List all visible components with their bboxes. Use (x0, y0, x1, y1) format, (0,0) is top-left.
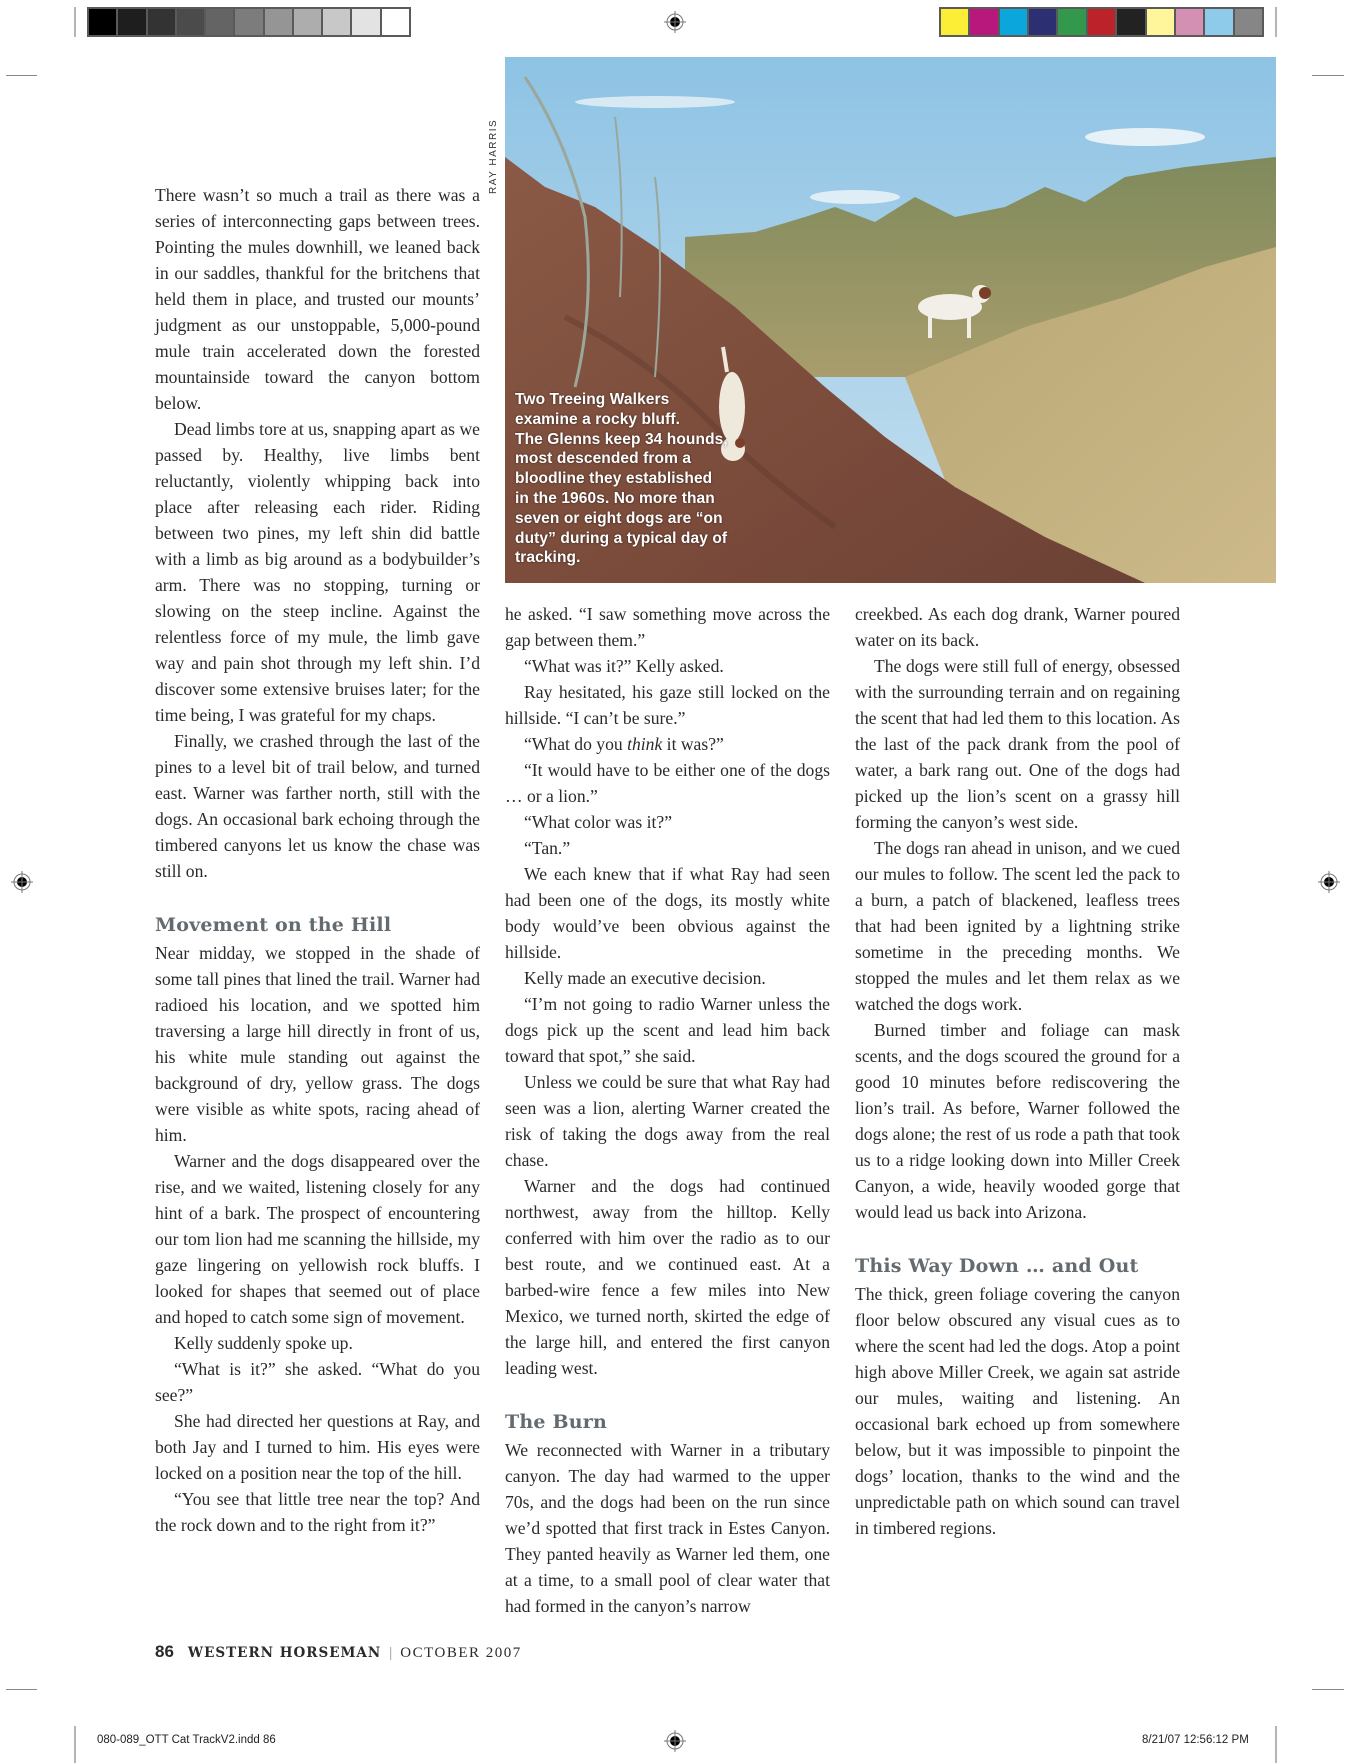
crop-tick (74, 1726, 76, 1763)
paragraph: “What was it?” Kelly asked. (524, 656, 724, 676)
gray-swatch (265, 9, 292, 35)
color-swatch (1029, 9, 1056, 35)
registration-mark-icon (664, 11, 686, 33)
crop-tick (1275, 7, 1277, 37)
article-photo (505, 57, 1276, 583)
paragraph: “What color was it?” (524, 812, 673, 832)
color-swatch (1117, 9, 1144, 35)
photo-credit (488, 98, 502, 198)
spacer (155, 884, 480, 910)
crop-tick (74, 7, 76, 37)
paragraph: The dogs ran ahead in unison, and we cued our mules to follow. The scent led the pack to a burn, a patch of blackened, leafless trees that had been ignited by a lightning strike sometime in the preceding months. We stopped the mules and let them relax as we watched the dogs work. (855, 838, 1180, 1014)
caption-line: The Glenns keep 34 hounds, (515, 430, 728, 448)
color-swatch (970, 9, 997, 35)
paragraph: Warner and the dogs had continued northwest, away from the hilltop. Kelly conferred with him over the radio as to our best route, and we continued east. At a barbed-wire fence a few miles into New Mexico, we turned north, skirted the edge of the large hill, and entered the first canyon leading west. (505, 1176, 830, 1378)
article-column-right (855, 601, 1180, 1541)
crop-mark (1312, 75, 1344, 76)
caption-line: Two Treeing Walkers (515, 391, 670, 408)
process-color-bar (939, 7, 1264, 37)
gray-swatch (206, 9, 233, 35)
spacer (855, 1225, 1180, 1251)
paragraph: There wasn’t so much a trail as there was a series of interconnecting gaps between trees. Pointing the mules downhill, we leaned back in our saddles, thankful for the britchens that held them in place, and trusted our mounts’ judgment as our unstoppable, 5,000-pound mule train accelerated down the forested mountainside toward the canyon bottom below. (155, 185, 480, 413)
paragraph: Near midday, we stopped in the shade of some tall pines that lined the trail. Warner had radioed his location, and we spotted him traversing a large hill directly in front of us, his white mule standing out against the background of dry, yellow grass. The dogs were visible as white spots, racing ahead of him. (155, 943, 480, 1145)
color-swatch (1176, 9, 1203, 35)
color-swatch (1000, 9, 1027, 35)
color-swatch (1088, 9, 1115, 35)
gray-swatch (294, 9, 321, 35)
paragraph: he asked. “I saw something move across the gap between them.” (505, 604, 830, 650)
gray-swatch (382, 9, 409, 35)
magazine-name: WESTERN HORSEMAN (187, 1645, 382, 1661)
paragraph: Burned timber and foliage can mask scents, and the dogs scoured the ground for a good 10 minutes before rediscovering the lion’s trail. As before, Warner followed the dogs alone; the rest of us rode a path that took us to a ridge looking down into Miller Creek Canyon, a wide, heavily wooded gorge that would lead us back into Arizona. (855, 1020, 1180, 1222)
article-column-middle (505, 601, 830, 1619)
caption-line: seven or eight dogs are “on (515, 509, 723, 527)
paragraph: “You see that little tree near the top? And the rock down and to the right from it?” (155, 1489, 480, 1535)
paragraph: Kelly suddenly spoke up. (174, 1333, 353, 1353)
paragraph: We reconnected with Warner in a tributary canyon. The day had warmed to the upper 70s, and the dogs had been on the run since we’d spotted that first track in Estes Canyon. They panted heavily as Warner led them, one at a time, to a small pool of clear water that had formed in the canyon’s narrow (505, 1440, 830, 1616)
slug-timestamp: 8/21/07 12:56:12 PM (1142, 1734, 1249, 1746)
text-run: “What do you (524, 734, 628, 754)
crop-mark (6, 1689, 37, 1690)
photo-caption (515, 390, 755, 568)
paragraph: “I’m not going to radio Warner unless the dogs pick up the scent and lead him back toward that spot,” she said. (505, 994, 830, 1066)
paragraph: Ray hesitated, his gaze still locked on the hillside. “I can’t be sure.” (505, 682, 830, 728)
section-heading: The Burn (505, 1411, 607, 1433)
text-run: it was?” (662, 734, 724, 754)
spacer (505, 1381, 830, 1407)
caption-line: most descended from a (515, 450, 692, 468)
gray-swatch (89, 9, 116, 35)
issue-date: OCTOBER 2007 (400, 1645, 522, 1661)
color-swatch (1147, 9, 1174, 35)
crop-mark (6, 75, 37, 76)
paragraph: creekbed. As each dog drank, Warner poured water on its back. (855, 604, 1180, 650)
color-swatch (1235, 9, 1262, 35)
paragraph: The thick, green foliage covering the canyon floor below obscured any visual cues as to where the scent had led the dogs. Atop a point high above Miller Creek, we again sat astride our mules, waiting and listening. An occasional bark echoed up from somewhere below, but it was impossible to pinpoint the dogs’ location, thanks to the wind and the unpredictable path on which sound can travel in timbered regions. (855, 1284, 1180, 1538)
article-column-left (155, 182, 480, 1538)
paragraph: Kelly made an executive decision. (524, 968, 766, 988)
paragraph: “What is it?” she asked. “What do you see?” (155, 1359, 480, 1405)
caption-line: in the 1960s. No more than (515, 489, 715, 507)
gray-swatch (148, 9, 175, 35)
caption-line: tracking. (515, 549, 581, 567)
gray-swatch (323, 9, 350, 35)
caption-line: duty” during a typical day of (515, 529, 728, 547)
paragraph: She had directed her questions at Ray, and both Jay and I turned to him. His eyes were locked on a position near the top of the hill. (155, 1411, 480, 1483)
paragraph: Warner and the dogs disappeared over the rise, and we waited, listening closely for any hint of a bark. The prospect of encountering our tom lion had me scanning the hillside, my gaze lingering on yellowish rock bluffs. I looked for shapes that seemed out of place and hoped to catch some sign of movement. (155, 1151, 480, 1327)
registration-mark-icon (11, 871, 33, 893)
paragraph (505, 731, 830, 757)
paragraph: “It would have to be either one of the dogs … or a lion.” (505, 760, 830, 806)
color-swatch (941, 9, 968, 35)
paragraph: Finally, we crashed through the last of the pines to a level bit of trail below, and turned east. Warner was farther north, still with the dogs. An occasional bark echoing through the timbered canyons let us know the chase was still on. (155, 731, 480, 881)
photo-credit-text: RAY HARRIS (488, 118, 499, 194)
registration-mark-icon (1318, 871, 1340, 893)
color-swatch (1205, 9, 1232, 35)
registration-mark-icon (664, 1730, 686, 1752)
caption-line: bloodline they established (515, 470, 713, 488)
gray-swatch (235, 9, 262, 35)
paragraph: “Tan.” (524, 838, 571, 858)
emphasis-text: think (627, 734, 663, 754)
caption-line: examine a rocky bluff. (515, 410, 681, 428)
paragraph: Dead limbs tore at us, snapping apart as we passed by. Healthy, live limbs bent reluctantly, violently whipping back into place after releasing each rider. Riding between two pines, my left shin did battle with a limb as big around as a bodybuilder’s arm. There was no stopping, turning or slowing on the steep incline. Against the relentless force of my mule, the limb gave way and pain shot through my left shin. I’d discover some extensive bruises later; for the time being, I was grateful for my chaps. (155, 419, 480, 725)
gray-swatch (118, 9, 145, 35)
section-heading: Movement on the Hill (155, 914, 392, 936)
page-folio (155, 1642, 522, 1662)
gray-swatch (177, 9, 204, 35)
slug-filename: 080-089_OTT Cat TrackV2.indd 86 (97, 1734, 276, 1746)
paragraph: Unless we could be sure that what Ray had seen was a lion, alerting Warner created the risk of taking the dogs away from the real chase. (505, 1072, 830, 1170)
crop-tick (1275, 1726, 1277, 1763)
folio-separator: | (389, 1645, 393, 1661)
section-heading: This Way Down … and Out (855, 1255, 1139, 1277)
gray-swatch (352, 9, 379, 35)
grayscale-color-bar (87, 7, 411, 37)
color-swatch (1058, 9, 1085, 35)
page-number: 86 (155, 1642, 174, 1661)
crop-mark (1312, 1689, 1344, 1690)
paragraph: The dogs were still full of energy, obsessed with the surrounding terrain and on regaining the scent that had led them to this location. As the last of the pack drank from the pool of water, a bark rang out. One of the dogs had picked up the lion’s scent on a grassy hill forming the canyon’s west side. (855, 656, 1180, 832)
paragraph: We each knew that if what Ray had seen had been one of the dogs, its mostly white body would’ve been obvious against the hillside. (505, 864, 830, 962)
